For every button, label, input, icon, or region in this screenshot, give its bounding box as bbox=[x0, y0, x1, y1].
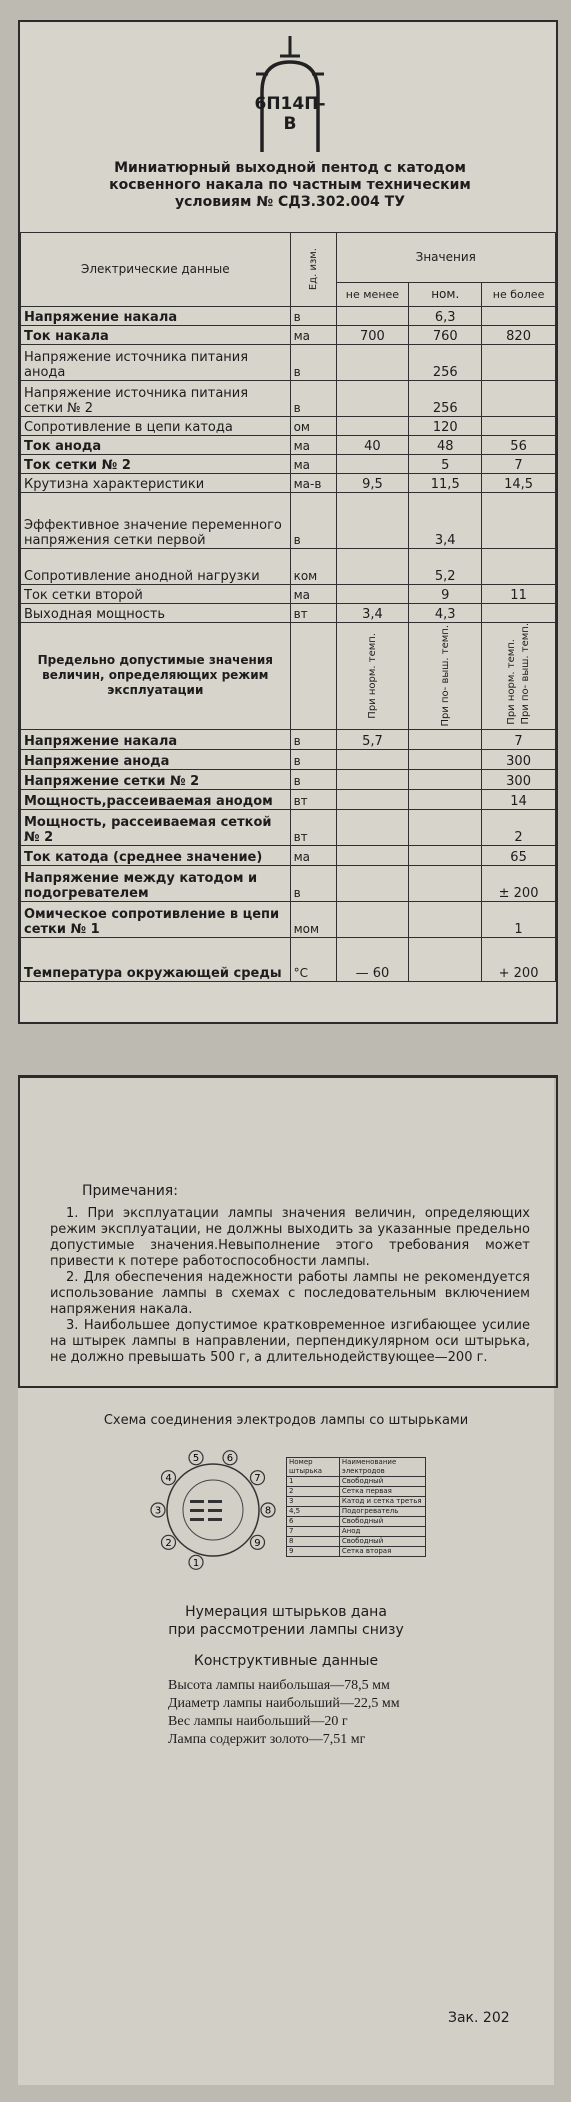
pin-label: 3 bbox=[154, 1505, 162, 1517]
param-name: Ток анода bbox=[21, 436, 291, 455]
param-unit: вт bbox=[290, 604, 336, 623]
pin-label: 8 bbox=[264, 1505, 272, 1517]
limit-unit: в bbox=[290, 729, 336, 749]
pin-row bbox=[287, 1477, 426, 1487]
pin-electrode: Сетка вторая bbox=[339, 1547, 425, 1557]
pin-row bbox=[287, 1497, 426, 1507]
notes-box bbox=[18, 1075, 558, 1388]
pin-label: 4 bbox=[165, 1473, 172, 1485]
limits-col-high-1-text: При по- выш. темп. bbox=[439, 625, 451, 727]
pin-row bbox=[287, 1547, 426, 1557]
tube-type-label: 6П14П-В bbox=[254, 94, 326, 134]
param-unit: ма-в bbox=[290, 474, 336, 493]
limit-high-1 bbox=[409, 845, 482, 865]
pin-row bbox=[287, 1537, 426, 1547]
param-unit: ма bbox=[290, 326, 336, 345]
param-name: Напряжение источника питания сетки № 2 bbox=[21, 381, 291, 417]
param-min bbox=[336, 585, 409, 604]
param-max bbox=[482, 417, 556, 436]
param-nom: 120 bbox=[409, 417, 482, 436]
limit-high-1 bbox=[409, 769, 482, 789]
pin-number: 1 bbox=[287, 1477, 340, 1487]
electrical-row bbox=[21, 474, 556, 493]
param-unit: в bbox=[290, 345, 336, 381]
limit-norm-1 bbox=[336, 789, 409, 809]
limit-name: Напряжение анода bbox=[21, 749, 291, 769]
pin-col-header: Номер штырька bbox=[287, 1458, 340, 1477]
pin-electrode: Подогреватель bbox=[339, 1507, 425, 1517]
param-unit: в bbox=[290, 307, 336, 326]
notes-body bbox=[50, 1206, 530, 1366]
pin-number: 2 bbox=[287, 1487, 340, 1497]
tube-outline-icon bbox=[252, 34, 328, 152]
pin-label: 1 bbox=[192, 1557, 200, 1569]
limits-header: Предельно допустимые значения величин, определяющих режим эксплуатации bbox=[21, 623, 291, 730]
pin-row bbox=[287, 1507, 426, 1517]
electrical-row bbox=[21, 604, 556, 623]
limits-section bbox=[21, 623, 556, 982]
electrode-col-header: Наименование электродов bbox=[339, 1458, 425, 1477]
pin-label: 2 bbox=[165, 1537, 172, 1549]
limit-norm-2: 300 bbox=[482, 749, 556, 769]
param-unit: в bbox=[290, 493, 336, 549]
pin-assignment-table bbox=[286, 1457, 426, 1557]
limit-high-1 bbox=[409, 729, 482, 749]
pin-electrode: Катод и сетка третья bbox=[339, 1497, 425, 1507]
electrical-row bbox=[21, 326, 556, 345]
electrical-row bbox=[21, 381, 556, 417]
param-name: Ток сетки второй bbox=[21, 585, 291, 604]
limit-name: Напряжение накала bbox=[21, 729, 291, 749]
electrical-row bbox=[21, 549, 556, 585]
limit-row bbox=[21, 865, 556, 901]
electrical-row bbox=[21, 436, 556, 455]
limit-high-1 bbox=[409, 865, 482, 901]
values-header: Значения bbox=[336, 233, 555, 283]
limit-unit: вт bbox=[290, 809, 336, 845]
limit-norm-1 bbox=[336, 749, 409, 769]
limit-unit: ма bbox=[290, 845, 336, 865]
limit-norm-2: 300 bbox=[482, 769, 556, 789]
param-max bbox=[482, 604, 556, 623]
scheme-title: Схема соединения электродов лампы со штырьками bbox=[103, 1413, 469, 1428]
param-name: Ток сетки № 2 bbox=[21, 455, 291, 474]
tube-logo bbox=[252, 34, 328, 152]
param-max bbox=[482, 381, 556, 417]
specification-table bbox=[20, 232, 556, 982]
param-max bbox=[482, 493, 556, 549]
limit-name: Ток катода (среднее значение) bbox=[21, 845, 291, 865]
pin-label: 7 bbox=[254, 1473, 261, 1485]
limits-col-norm-2-text: При норм. темп. bbox=[505, 638, 517, 725]
param-max: 7 bbox=[482, 455, 556, 474]
pin-label: 6 bbox=[226, 1453, 234, 1465]
pin-row bbox=[287, 1517, 426, 1527]
limit-unit: в bbox=[290, 769, 336, 789]
electrical-section bbox=[21, 233, 556, 623]
limit-high-1 bbox=[409, 809, 482, 845]
param-max: 11 bbox=[482, 585, 556, 604]
pin-electrode: Анод bbox=[339, 1527, 425, 1537]
limit-unit: в bbox=[290, 865, 336, 901]
construction-line-3: Вес лампы наибольший—20 г bbox=[168, 1714, 348, 1729]
limit-norm-1 bbox=[336, 845, 409, 865]
param-nom: 256 bbox=[409, 345, 482, 381]
limits-col-high-1 bbox=[409, 623, 482, 730]
limit-norm-2: 65 bbox=[482, 845, 556, 865]
param-name: Напряжение накала bbox=[21, 307, 291, 326]
limit-row bbox=[21, 749, 556, 769]
limit-norm-1 bbox=[336, 865, 409, 901]
pin-number: 6 bbox=[287, 1517, 340, 1527]
pin-label: 9 bbox=[254, 1537, 261, 1549]
param-max: 14,5 bbox=[482, 474, 556, 493]
param-unit: в bbox=[290, 381, 336, 417]
limits-col-norm-1-text: При норм. темп. bbox=[366, 632, 378, 719]
pin-number: 3 bbox=[287, 1497, 340, 1507]
max-header: не более bbox=[482, 283, 556, 307]
electrical-row bbox=[21, 585, 556, 604]
param-max: 56 bbox=[482, 436, 556, 455]
electrical-row bbox=[21, 417, 556, 436]
construction-line-2: Диаметр лампы наибольший—22,5 мм bbox=[168, 1696, 400, 1711]
param-max bbox=[482, 345, 556, 381]
construction-data bbox=[168, 1677, 400, 1749]
electrical-header-row bbox=[21, 233, 556, 283]
electrical-row bbox=[21, 345, 556, 381]
param-nom: 3,4 bbox=[409, 493, 482, 549]
limit-row bbox=[21, 769, 556, 789]
datasheet-page-1 bbox=[18, 20, 558, 1024]
limit-row bbox=[21, 809, 556, 845]
param-unit: ом bbox=[290, 417, 336, 436]
electrical-header: Электрические данные bbox=[21, 233, 291, 307]
param-min bbox=[336, 307, 409, 326]
param-min bbox=[336, 417, 409, 436]
note-1: 1. При эксплуатации лампы значения величин, определяющих режим эксплуатации, не должны выходить за указанные предельно допустимые значения.Невыполнение этого требования может привести к потере работоспособности лампы. bbox=[50, 1206, 530, 1269]
limit-norm-2: + 200 bbox=[482, 937, 556, 981]
param-name: Выходная мощность bbox=[21, 604, 291, 623]
param-name: Ток накала bbox=[21, 326, 291, 345]
pin-diagram-icon bbox=[148, 1445, 278, 1575]
pin-electrode: Свободный bbox=[339, 1477, 425, 1487]
datasheet-page-2 bbox=[18, 1075, 554, 2085]
limit-name: Мощность, рассеиваемая сеткой № 2 bbox=[21, 809, 291, 845]
param-nom: 11,5 bbox=[409, 474, 482, 493]
limit-high-1 bbox=[409, 749, 482, 769]
limit-norm-1 bbox=[336, 901, 409, 937]
limit-norm-1: 5,7 bbox=[336, 729, 409, 749]
limit-name: Омическое сопротивление в цепи сетки № 1 bbox=[21, 901, 291, 937]
limit-unit: °С bbox=[290, 937, 336, 981]
param-name: Сопротивление анодной нагрузки bbox=[21, 549, 291, 585]
pin-electrode: Свободный bbox=[339, 1517, 425, 1527]
limit-name: Напряжение сетки № 2 bbox=[21, 769, 291, 789]
limits-col-high-2-text: При по- выш. темп. bbox=[520, 623, 532, 725]
limit-norm-1 bbox=[336, 809, 409, 845]
electrical-row bbox=[21, 307, 556, 326]
numbering-line-1: Нумерация штырьков дана bbox=[185, 1604, 387, 1620]
unit-header bbox=[290, 233, 336, 307]
param-max bbox=[482, 549, 556, 585]
param-max: 820 bbox=[482, 326, 556, 345]
limit-name: Температура окружающей среды bbox=[21, 937, 291, 981]
param-min bbox=[336, 549, 409, 585]
construction-line-4: Лампа содержит золото—7,51 мг bbox=[168, 1732, 366, 1747]
pin-number: 9 bbox=[287, 1547, 340, 1557]
limit-norm-1 bbox=[336, 769, 409, 789]
param-nom: 5,2 bbox=[409, 549, 482, 585]
param-min: 9,5 bbox=[336, 474, 409, 493]
order-number: Зак. 202 bbox=[448, 2010, 510, 2026]
unit-header-text: Ед. изм. bbox=[307, 248, 319, 291]
min-header: не менее bbox=[336, 283, 409, 307]
param-min bbox=[336, 455, 409, 474]
pin-electrode: Сетка первая bbox=[339, 1487, 425, 1497]
limit-unit: в bbox=[290, 749, 336, 769]
param-min bbox=[336, 493, 409, 549]
param-unit: ма bbox=[290, 585, 336, 604]
limit-norm-2: 2 bbox=[482, 809, 556, 845]
limits-header-row bbox=[21, 623, 556, 730]
limit-row bbox=[21, 901, 556, 937]
limit-unit: мом bbox=[290, 901, 336, 937]
limit-name: Напряжение между катодом и подогревателем bbox=[21, 865, 291, 901]
pin-numbering-note bbox=[18, 1603, 554, 1639]
electrical-row bbox=[21, 455, 556, 474]
param-nom: 760 bbox=[409, 326, 482, 345]
param-min bbox=[336, 381, 409, 417]
limit-unit: вт bbox=[290, 789, 336, 809]
construction-line-1: Высота лампы наибольшая—78,5 мм bbox=[168, 1678, 390, 1693]
param-name: Эффективное значение переменного напряжения сетки первой bbox=[21, 493, 291, 549]
construction-title: Конструктивные данные bbox=[193, 1653, 379, 1669]
limit-name: Мощность,рассеиваемая анодом bbox=[21, 789, 291, 809]
numbering-line-2: при рассмотрении лампы снизу bbox=[168, 1622, 404, 1638]
limit-norm-1: — 60 bbox=[336, 937, 409, 981]
param-min: 3,4 bbox=[336, 604, 409, 623]
limit-norm-2: 7 bbox=[482, 729, 556, 749]
param-unit: ком bbox=[290, 549, 336, 585]
param-nom: 5 bbox=[409, 455, 482, 474]
limit-high-1 bbox=[409, 901, 482, 937]
pin-table-header bbox=[287, 1458, 426, 1477]
pin-number: 8 bbox=[287, 1537, 340, 1547]
limits-col-norm-2 bbox=[482, 623, 556, 730]
limit-high-1 bbox=[409, 937, 482, 981]
param-nom: 6,3 bbox=[409, 307, 482, 326]
page-title bbox=[40, 160, 540, 211]
limit-row bbox=[21, 845, 556, 865]
electrical-row bbox=[21, 493, 556, 549]
limit-norm-2: 1 bbox=[482, 901, 556, 937]
notes-title: Примечания: bbox=[82, 1183, 178, 1199]
limit-row bbox=[21, 789, 556, 809]
param-max bbox=[482, 307, 556, 326]
limits-col-norm-1 bbox=[336, 623, 409, 730]
limit-norm-2: 14 bbox=[482, 789, 556, 809]
pin-row bbox=[287, 1527, 426, 1537]
limits-unit-blank bbox=[290, 623, 336, 730]
param-min bbox=[336, 345, 409, 381]
param-unit: ма bbox=[290, 455, 336, 474]
title-line-3: условиям № СДЗ.302.004 ТУ bbox=[175, 194, 405, 210]
param-nom: 9 bbox=[409, 585, 482, 604]
param-nom: 4,3 bbox=[409, 604, 482, 623]
param-nom: 48 bbox=[409, 436, 482, 455]
param-name: Напряжение источника питания анода bbox=[21, 345, 291, 381]
title-line-2: косвенного накала по частным техническим bbox=[109, 177, 471, 193]
limit-row bbox=[21, 729, 556, 749]
pin-number: 7 bbox=[287, 1527, 340, 1537]
note-2: 2. Для обеспечения надежности работы лампы не рекомендуется использование лампы в схемах с последовательным включением напряжения накала. bbox=[50, 1270, 530, 1317]
limit-high-1 bbox=[409, 789, 482, 809]
param-name: Сопротивление в цепи катода bbox=[21, 417, 291, 436]
param-min: 40 bbox=[336, 436, 409, 455]
param-name: Крутизна характеристики bbox=[21, 474, 291, 493]
pin-number: 4,5 bbox=[287, 1507, 340, 1517]
limit-row bbox=[21, 937, 556, 981]
note-3: 3. Наибольшее допустимое кратковременное изгибающее усилие на штырек лампы в направлении, перпендикулярном оси штырька, не должно превышать 500 г, а длительнодействующее—200 г. bbox=[50, 1318, 530, 1365]
param-nom: 256 bbox=[409, 381, 482, 417]
pin-electrode: Свободный bbox=[339, 1537, 425, 1547]
pin-row bbox=[287, 1487, 426, 1497]
pin-label: 5 bbox=[192, 1453, 200, 1465]
param-min: 700 bbox=[336, 326, 409, 345]
nom-header: ном. bbox=[409, 283, 482, 307]
param-unit: ма bbox=[290, 436, 336, 455]
title-line-1: Миниатюрный выходной пентод с катодом bbox=[114, 160, 466, 176]
limit-norm-2: ± 200 bbox=[482, 865, 556, 901]
